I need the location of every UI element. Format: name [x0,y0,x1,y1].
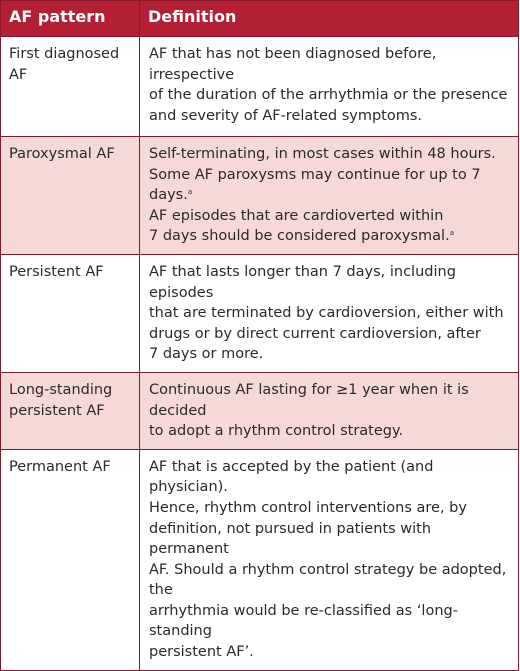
definition-line: Some AF paroxysms may continue for up to 7 days. [149,166,481,204]
header-definition: Definition [140,1,519,37]
pattern-cell [1,449,140,670]
definition-line: 7 days or more. [149,346,264,363]
table-row [1,137,519,255]
definition-line: AF. Should a rhythm control strategy be adopted, the [149,561,507,599]
pattern-line: Long-standing [9,381,113,398]
pattern-line: Paroxysmal AF [9,146,115,162]
pattern-cell [1,372,140,449]
table-row [1,449,519,670]
definition-line: AF episodes that are cardioverted within [149,207,444,224]
definition-line: 7 days should be considered paroxysmal. [149,228,450,245]
definition-line: that are terminated by cardioversion, either with [149,305,504,322]
footnote-marker: a [449,229,454,238]
definition-line: Continuous AF lasting for ≥1 year when it is decided [149,381,469,419]
definition-line: to adopt a rhythm control strategy. [149,423,404,440]
definition-line: definition, not pursued in patients with permanent [149,520,432,558]
definition-cell [140,372,519,449]
definition-line: arrhythmia would be re-classified as ‘long-standing [149,602,458,640]
definition-line: Hence, rhythm control interventions are, by [149,499,467,516]
pattern-line: AF [9,66,28,83]
pattern-cell [1,137,140,255]
table-row [1,37,519,137]
pattern-cell [1,37,140,137]
definition-cell [140,37,519,137]
definition-line: persistent AF’. [149,644,254,661]
definition-line: AF that is accepted by the patient (and physician). [149,458,434,496]
pattern-cell [1,254,140,372]
definition-line: Self-terminating, in most cases within 48 hours. [149,146,496,162]
table-row [1,254,519,372]
definition-line: of the duration of the arrhythmia or the presence [149,87,508,104]
footnote-marker: a [187,188,193,197]
pattern-line: persistent AF [9,402,105,419]
definition-line: and severity of AF-related symptoms. [149,107,423,124]
pattern-line: Permanent AF [9,458,111,475]
pattern-line: First diagnosed [9,46,120,62]
header-af-pattern: AF pattern [1,1,140,37]
definition-line: drugs or by direct current cardioversion, after [149,325,481,342]
definition-line: AF that lasts longer than 7 days, including episodes [149,263,456,301]
table-row [1,372,519,449]
definition-cell [140,254,519,372]
header-row [1,1,519,37]
pattern-line: Persistent AF [9,263,104,280]
definition-line: AF that has not been diagnosed before, irrespective [149,46,437,83]
definition-cell [140,449,519,670]
definition-cell [140,137,519,255]
